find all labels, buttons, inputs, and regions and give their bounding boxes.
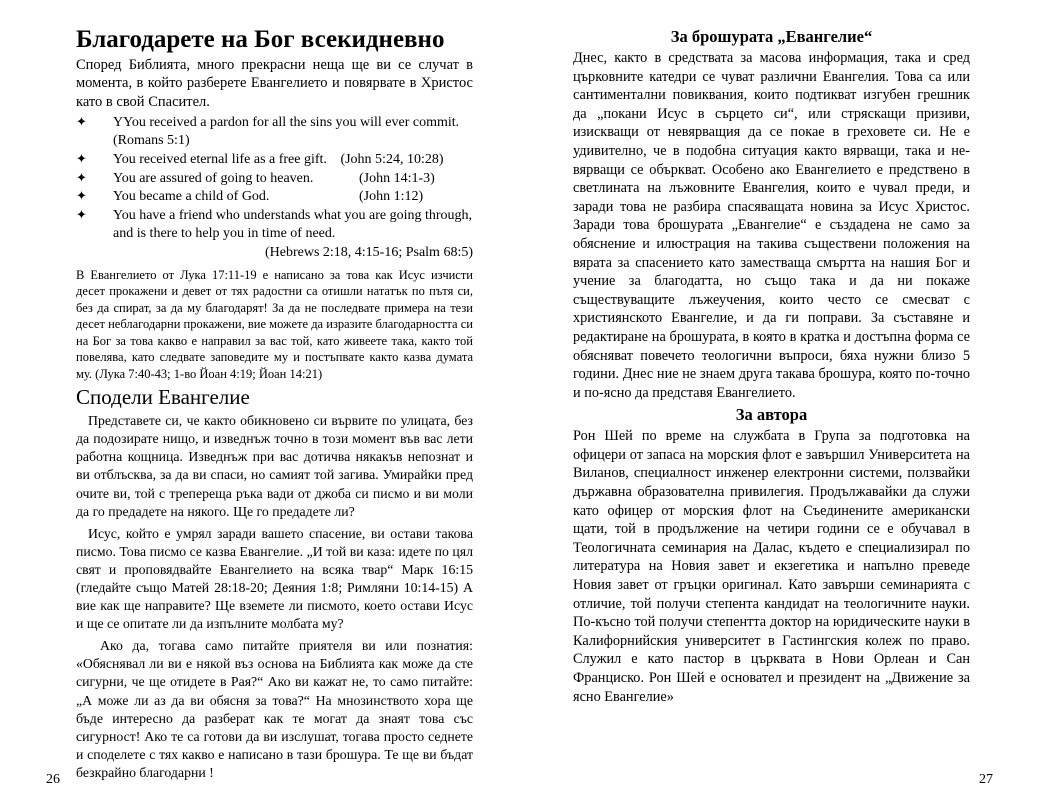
star-bullet-icon: ✦	[76, 189, 87, 205]
body-paragraph: Рон Шей по време на службата в Група за подготовка на офицери от запаса на морския флот е завършил Университета на Виланов, специалност инженер електронни системи, ползвайки държавна образователна привилегия. Продължавайки да служи като офицер от морския флот на Съединените американски щати, той в продължение на четири години се е обучавал в Теологичната семинария на Далас, където е специализирал по литература на Новия завет и екзегетика и напълно преведе Новия завет от гръцки оригинал. Като завърши семинарията с отличие, той получи степента кандидат на теологичните науки. По-късно той получи степентта доктор на юридическите науки в Калифорнийския университет в Гастингския колеж по право. Служил е като пастор в църквата в Нови Орлеан и Сан Франциско. Рон Шей е основател и президент на „Движение за ясно Евангелие»	[573, 428, 970, 705]
bullet-text: You are assured of going to heaven.	[113, 170, 314, 186]
right-column	[573, 26, 970, 706]
bullet-reference: (John 1:12)	[359, 189, 424, 205]
page-number: 27	[979, 772, 993, 787]
body-paragraph: Исус, който е умрял заради вашето спасение, ви остави такова писмо. Това писмо се казва Евангелие. „И той ви каза: идете по цял свят и проповядвайте Евангелието на всяка твар“ Марк 16:15 (гледайте също Матей 28:18-20; Деяния 1:8; Римляни 10:14-15) А вие как ще направите? Ще вземете ли писмото, което остави Исус и ще се опитате ли да изпълните молбата му?	[76, 525, 473, 632]
intro-paragraph: Според Библията, много прекрасни неща ще ви се случат в момента, в който разберете Евангелието и повярвате в Христос като в свой Спасител.	[76, 57, 473, 110]
bullet-text: You have a friend who understands what you are going through, and is there to help you in time of need.	[113, 207, 473, 242]
bullet-text: You became a child of God.	[113, 189, 270, 205]
star-bullet-icon: ✦	[76, 207, 87, 223]
star-bullet-icon: ✦	[76, 170, 87, 186]
left-column	[76, 26, 473, 782]
bullet-text: You received eternal life as a free gift.	[113, 152, 327, 168]
bullet-reference: (John 14:1-3)	[359, 170, 435, 186]
star-bullet-icon: ✦	[76, 114, 87, 130]
body-paragraph: Представете си, че както обикновено си вървите по улицата, без да подозирате нищо, и изведнъж точно в този момент във вас лети работна кощница. Изведнъж при вас дотичва някакъв непознат и ви отблъсква, за да ви спаси, но самият той загива. Умирайки пред очите ви, той с трепереща ръка вади от джоба си писмо и ви моли да го предадете на някого. Ще го предадете ли?	[76, 413, 473, 519]
page-number: 26	[46, 772, 60, 787]
luke-paragraph: В Евангелието от Лука 17:11-19 е написано за това как Исус изчисти десет прокажени и девет от тях радостни са отишли нататък по пътя си, без да спират, за да му благодарят! За да не последвате примера на тези десет неблагодарни прокажени, вие можете да изразите благодарността си на Бог за това какво е направил за вас той, като живеете така, както той повелява, като следвате заповедите му и постъпвате както казва думата му. (Лука 7:40-43; 1-во Йоан 4:19; Йоан 14:21)	[76, 267, 473, 381]
bullet-item	[76, 188, 473, 207]
bullet-item	[76, 207, 473, 244]
bullet-reference: (Hebrews 2:18, 4:15-16; Psalm 68:5)	[264, 245, 473, 261]
bullet-text: YYou received a pardon for all the sins you will ever commit. (Romans 5:1)	[113, 114, 460, 149]
left-page	[46, 0, 473, 808]
body-paragraph: Ако да, тогава само питайте приятеля ви или познатия: «Обяснявал ли ви е някой въз основа на Библията как може да сте сигурни, че ще отидете в Рая?“ Ако ви кажат не, то само питайте: „А може ли аз да ви обясня за това?“ На мнозинството хора ще бъде интересно да разберат как те могат да знаят това със сигурност! Ако те са готови да ви изслушат, тогава просто седнете и споделете с тях какво е написано в тази брошура. Те ще ви бъдат безкрайно благодарни !	[76, 638, 473, 780]
page-title: Благодарете на Бог всекидневно	[76, 26, 445, 53]
bullet-item	[76, 151, 473, 170]
section-title: За автора	[735, 405, 808, 425]
star-bullet-icon: ✦	[76, 152, 87, 168]
right-page	[573, 0, 993, 808]
section-title: Сподели Евангелие	[76, 385, 250, 410]
bullet-reference: (John 5:24, 10:28)	[340, 152, 444, 168]
bullet-item	[76, 114, 473, 151]
bullet-item	[76, 170, 473, 189]
bullet-list	[76, 114, 473, 263]
body-paragraph: Днес, както в средствата за масова информация, така и сред църковните катедри се чуват различни Евангелия. Това са или сантиментални повиквания, които подтикват изгубен грешник да „покани Исус в сърцето си“, или стряскащи призиви, изискващи от невярващия да се покае в греховете си. Не е удивително, че в подобна ситуация както вярващи, така и не- вярващи се объркват. Особено ако Евангелието е предствено в светлината на лъжовните Евангелия, които е чувал преди, и заради това не разбира спасяващата новина за Исус Христос. Заради това брошурата „Евангелие“ е създадена не само за обяснение и илюстрация на такива съществени положения на вярата за спасението като заместваща смъртта на нашия Бог и учение за благодатта, но също така и да ни покаже съществуващите лъжеучения, които често се смесват с християнското Евангелие, и да ги поправи. За съставяне и редактиране на брошурата, в която в кратка и достъпна форма се обясняват повечето теологични въпроси, бяха нужни близо 5 години. Днес ние не знаем друга такава брошура, която по-точно и по-ясно да представя Евангелието.	[573, 50, 970, 401]
section-title: За брошурата „Евангелие“	[670, 27, 873, 46]
